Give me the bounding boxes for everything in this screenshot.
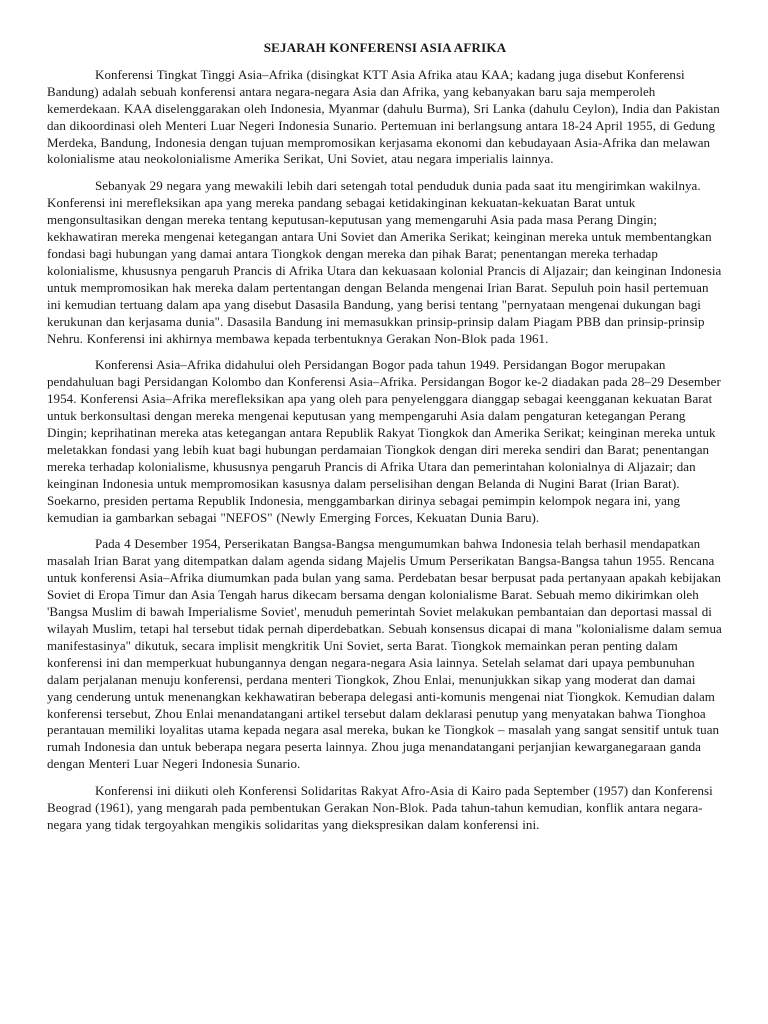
document-title: SEJARAH KONFERENSI ASIA AFRIKA	[263, 40, 507, 55]
paragraph-5: Konferensi ini diikuti oleh Konferensi Solidaritas Rakyat Afro-Asia di Kairo pada September (1957) dan Konferensi Beograd (1961), yang mengarah pada pembentukan Gerakan Non-Blok. Pada tahun-tahun kemudian, konflik antara negara-negara yang tidak tergoyahkan mengikis solidaritas yang diekspresikan dalam konferensi ini.	[47, 783, 713, 832]
paragraph-3: Konferensi Asia–Afrika didahului oleh Persidangan Bogor pada tahun 1949. Persidangan Bogor merupakan pendahuluan bagi Persidangan Kolombo dan Konferensi Asia–Afrika. Persidangan Bogor ke-2 diadakan pada 28–29 Desember 1954. Konferensi Asia–Afrika merefleksikan apa yang oleh para penyelenggara dianggap sebagai keengganan kekuatan Barat untuk berkonsultasi dengan mereka mengenai keputusan yang mempengaruhi Asia dalam pengaturan ketegangan Perang Dingin; keprihatinan mereka atas ketegangan antara Republik Rakyat Tiongkok dan Amerika Serikat; keinginan mereka untuk meletakkan fondasi yang lebih kuat bagi hubungan perdamaian Tiongkok dengan diri mereka sendiri dan Barat; penentangan mereka terhadap kolonialisme, khususnya pengaruh Prancis di Afrika Utara dan pemerintahan kolonialnya di Aljazair; dan keinginan Indonesia untuk mempromosikan kasusnya dalam perselisihan dengan Belanda di Nugini Barat (Irian Barat). Soekarno, presiden pertama Republik Indonesia, menggambarkan dirinya sebagai pemimpin kelompok negara ini, yang kemudian ia gambarkan sebagai "NEFOS" (Newly Emerging Forces, Kekuatan Dunia Baru).	[47, 357, 721, 525]
paragraph-1: Konferensi Tingkat Tinggi Asia–Afrika (disingkat KTT Asia Afrika atau KAA; kadang juga disebut Konferensi Bandung) adalah sebuah konferensi antara negara-negara Asia dan Afrika, yang kebanyakan baru saja memperoleh kemerdekaan. KAA diselenggarakan oleh Indonesia, Myanmar (dahulu Burma), Sri Lanka (dahulu Ceylon), India dan Pakistan dan dikoordinasi oleh Menteri Luar Negeri Indonesia Sunario. Pertemuan ini berlangsung antara 18-24 April 1955, di Gedung Merdeka, Bandung, Indonesia dengan tujuan mempromosikan kerjasama ekonomi dan kebudayaan Asia-Afrika dan melawan kolonialisme atau neokolonialisme Amerika Serikat, Uni Soviet, atau negara imperialis lainnya.	[47, 66, 720, 167]
paragraph-4: Pada 4 Desember 1954, Perserikatan Bangsa-Bangsa mengumumkan bahwa Indonesia telah berhasil mendapatkan masalah Irian Barat yang ditempatkan dalam agenda sidang Majelis Umum Perserikatan Bangsa-Bangsa tahun 1955. Rencana untuk konferensi Asia–Afrika diumumkan pada bulan yang sama. Perdebatan besar berpusat pada pertanyaan apakah kebijakan Soviet di Eropa Timur dan Asia Tengah harus dikecam bersama dengan kolonialisme Barat. Sebuah memo dikirimkan oleh 'Bangsa Muslim di bawah Imperialisme Soviet', menuduh pemerintah Soviet melakukan pembantaian dan deportasi massal di wilayah Muslim, tetapi hal tersebut tidak pernah diperdebatkan. Sebuah konsensus dicapai di mana "kolonialisme dalam semua manifestasinya" dikutuk, secara implisit mengkritik Uni Soviet, serta Barat. Tiongkok memainkan peran penting dalam konferensi ini dan memperkuat hubungannya dengan negara-negara Asia lainnya. Setelah selamat dari upaya pembunuhan dalam perjalanan menuju konferensi, perdana menteri Tiongkok, Zhou Enlai, menunjukkan sikap yang moderat dan damai yang cenderung untuk menenangkan kekhawatiran beberapa delegasi anti-komunis mengenai niat Tiongkok. Kemudian dalam konferensi tersebut, Zhou Enlai menandatangani artikel tersebut dalam deklarasi penutup yang menyatakan bahwa Tionghoa perantauan memiliki loyalitas utama kepada negara asal mereka, bukan ke Tiongkok – masalah yang sangat sensitif untuk tuan rumah Indonesia dan untuk beberapa negara peserta lainnya. Zhou juga menandatangani perjanjian kewarganegaraan ganda dengan Menteri Luar Negeri Indonesia Sunario.	[47, 536, 722, 772]
document-page	[47, 40, 723, 844]
paragraph-2: Sebanyak 29 negara yang mewakili lebih dari setengah total penduduk dunia pada saat itu mengirimkan wakilnya. Konferensi ini merefleksikan apa yang mereka pandang sebagai ketidakinginan kekuatan-kekuatan Barat untuk mengonsultasikan dengan mereka tentang keputusan-keputusan yang memengaruhi Asia pada masa Perang Dingin; kekhawatiran mereka mengenai ketegangan antara Uni Soviet dan Amerika Serikat; keinginan mereka untuk membentangkan fondasi bagi hubungan yang damai antara Tiongkok dengan mereka dan pihak Barat; penentangan mereka terhadap kolonialisme, khususnya pengaruh Prancis di Afrika Utara dan kekuasaan kolonial Prancis di Aljazair; dan keinginan Indonesia untuk mempromosikan hak mereka dalam pertentangan dengan Belanda mengenai Irian Barat. Sepuluh poin hasil pertemuan ini kemudian tertuang dalam apa yang disebut Dasasila Bandung, yang berisi tentang "pernyataan mengenai dukungan bagi kerukunan dan kerjasama dunia". Dasasila Bandung ini memasukkan prinsip-prinsip dalam Piagam PBB dan prinsip-prinsip Nehru. Konferensi ini akhirnya membawa kepada terbentuknya Gerakan Non-Blok pada 1961.	[47, 178, 722, 346]
